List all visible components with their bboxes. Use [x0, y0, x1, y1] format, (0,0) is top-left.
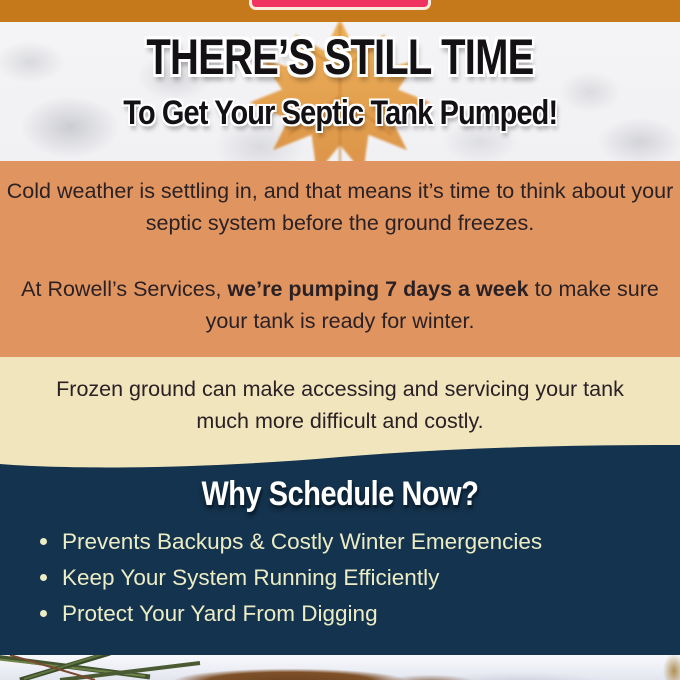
headline-primary: THERE’S STILL TIME	[146, 29, 534, 85]
schedule-section	[0, 471, 680, 655]
intro-paragraph-2	[4, 273, 676, 338]
list-item	[40, 528, 680, 555]
schedule-heading: Why Schedule Now?	[201, 475, 479, 513]
grass-blades-icon	[0, 655, 220, 680]
benefit-text: Protect Your Yard From Digging	[62, 601, 378, 626]
benefit-list	[0, 528, 680, 627]
header-banner	[0, 22, 680, 161]
intro-paragraph-1: Cold weather is settling in, and that means it’s time to think about your septic system before the ground freezes.	[6, 179, 674, 236]
wave-divider	[0, 443, 680, 471]
intro-paragraph-2-pre: At Rowell’s Services,	[21, 276, 228, 301]
bullet-icon	[40, 610, 47, 617]
benefit-text: Prevents Backups & Costly Winter Emergencies	[62, 529, 543, 554]
intro-paragraph-2-bold: we’re pumping 7 days a week	[227, 276, 529, 301]
snow-ground-photo	[0, 655, 680, 680]
top-bar	[0, 0, 680, 22]
list-item	[40, 600, 680, 627]
warning-section	[0, 357, 680, 443]
headline-secondary: To Get Your Septic Tank Pumped!	[123, 94, 557, 132]
bullet-icon	[40, 574, 47, 581]
bullet-icon	[40, 538, 47, 545]
intro-paragraph-2-post: to make sure your tank is ready for winter.	[205, 276, 659, 333]
intro-section	[0, 161, 680, 357]
benefit-text: Keep Your System Running Efficiently	[62, 565, 440, 590]
cta-button[interactable]	[249, 0, 431, 10]
warning-text: Frozen ground can make accessing and servicing your tank much more difficult and costly.	[56, 377, 624, 434]
list-item	[40, 564, 680, 591]
